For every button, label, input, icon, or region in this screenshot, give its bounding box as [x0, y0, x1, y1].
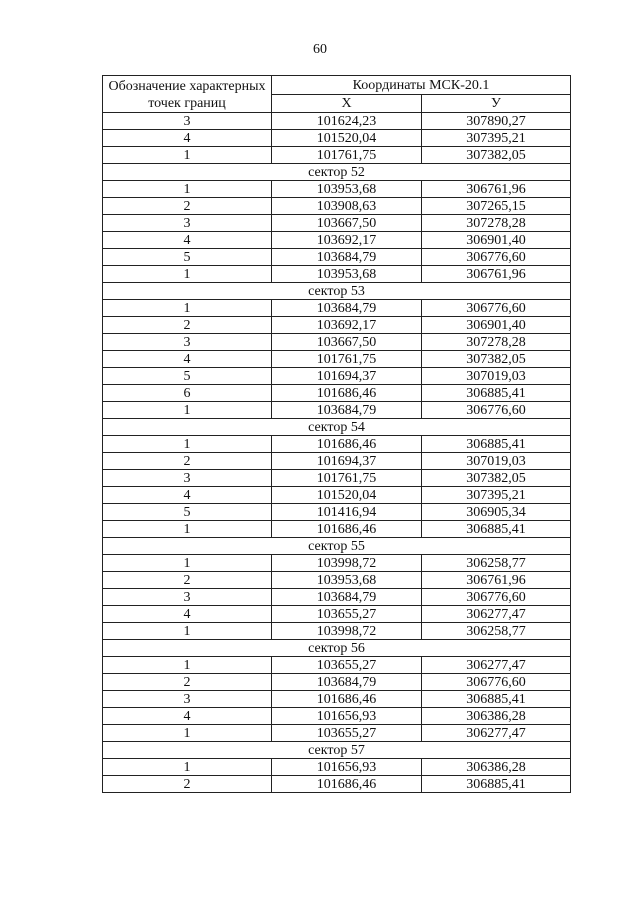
table-row	[103, 436, 571, 453]
sector-label: сектор 52	[103, 164, 571, 181]
x-coordinate-cell: 103953,68	[272, 181, 422, 198]
y-coordinate-cell: 306386,28	[422, 708, 571, 725]
y-coordinate-cell: 306901,40	[422, 232, 571, 249]
sector-label: сектор 55	[103, 538, 571, 555]
table-row	[103, 385, 571, 402]
x-coordinate-cell: 101416,94	[272, 504, 422, 521]
x-coordinate-cell: 101656,93	[272, 708, 422, 725]
table-row	[103, 470, 571, 487]
table-row	[103, 657, 571, 674]
point-cell: 1	[103, 725, 272, 742]
sector-row	[103, 538, 571, 555]
sector-label: сектор 53	[103, 283, 571, 300]
point-cell: 4	[103, 606, 272, 623]
point-cell: 1	[103, 147, 272, 164]
point-cell: 4	[103, 708, 272, 725]
point-cell: 1	[103, 759, 272, 776]
x-coordinate-cell: 101624,23	[272, 113, 422, 130]
table-row	[103, 572, 571, 589]
point-cell: 4	[103, 232, 272, 249]
table-row	[103, 215, 571, 232]
x-coordinate-cell: 101686,46	[272, 691, 422, 708]
point-cell: 4	[103, 487, 272, 504]
table-row	[103, 725, 571, 742]
sector-label: сектор 54	[103, 419, 571, 436]
table-row	[103, 708, 571, 725]
table-row	[103, 317, 571, 334]
table-row	[103, 181, 571, 198]
table-row	[103, 589, 571, 606]
point-cell: 6	[103, 385, 272, 402]
y-coordinate-cell: 307890,27	[422, 113, 571, 130]
sector-row	[103, 640, 571, 657]
table-row	[103, 759, 571, 776]
x-coordinate-cell: 101686,46	[272, 436, 422, 453]
x-coordinate-cell: 103684,79	[272, 249, 422, 266]
table-row	[103, 606, 571, 623]
y-coordinate-cell: 307265,15	[422, 198, 571, 215]
y-coordinate-cell: 306761,96	[422, 572, 571, 589]
y-coordinate-cell: 306776,60	[422, 249, 571, 266]
x-coordinate-cell: 101656,93	[272, 759, 422, 776]
point-cell: 1	[103, 657, 272, 674]
point-cell: 1	[103, 436, 272, 453]
x-coordinate-cell: 103692,17	[272, 317, 422, 334]
x-coordinate-cell: 101761,75	[272, 147, 422, 164]
y-coordinate-cell: 306885,41	[422, 521, 571, 538]
y-coordinate-cell: 306277,47	[422, 725, 571, 742]
table-row	[103, 402, 571, 419]
y-coordinate-cell: 307395,21	[422, 487, 571, 504]
y-coordinate-cell: 306258,77	[422, 555, 571, 572]
y-coordinate-cell: 307278,28	[422, 334, 571, 351]
x-coordinate-cell: 103998,72	[272, 555, 422, 572]
table-row	[103, 453, 571, 470]
point-cell: 2	[103, 572, 272, 589]
table-row	[103, 232, 571, 249]
y-coordinate-cell: 307382,05	[422, 351, 571, 368]
sector-row	[103, 283, 571, 300]
point-cell: 2	[103, 453, 272, 470]
x-coordinate-cell: 103684,79	[272, 300, 422, 317]
table-row	[103, 351, 571, 368]
y-coordinate-cell: 306901,40	[422, 317, 571, 334]
table-row	[103, 130, 571, 147]
table-row	[103, 266, 571, 283]
point-cell: 5	[103, 504, 272, 521]
table-row	[103, 674, 571, 691]
sector-row	[103, 419, 571, 436]
y-coordinate-cell: 306776,60	[422, 589, 571, 606]
table-row	[103, 504, 571, 521]
point-cell: 3	[103, 470, 272, 487]
y-coordinate-cell: 307395,21	[422, 130, 571, 147]
point-cell: 1	[103, 402, 272, 419]
point-cell: 3	[103, 113, 272, 130]
y-coordinate-cell: 307019,03	[422, 368, 571, 385]
point-cell: 2	[103, 198, 272, 215]
y-coordinate-cell: 306885,41	[422, 436, 571, 453]
point-cell: 3	[103, 334, 272, 351]
coordinates-header: Координаты МСК-20.1	[272, 76, 571, 95]
x-coordinate-cell: 101694,37	[272, 453, 422, 470]
y-coordinate-cell: 306905,34	[422, 504, 571, 521]
y-coordinate-cell: 306776,60	[422, 674, 571, 691]
x-coordinate-cell: 103655,27	[272, 606, 422, 623]
point-cell: 1	[103, 623, 272, 640]
point-cell: 1	[103, 555, 272, 572]
y-coordinate-cell: 307382,05	[422, 147, 571, 164]
x-coordinate-cell: 101761,75	[272, 351, 422, 368]
table-row	[103, 521, 571, 538]
y-coordinate-cell: 306258,77	[422, 623, 571, 640]
y-coordinate-cell: 306885,41	[422, 691, 571, 708]
point-cell: 3	[103, 589, 272, 606]
x-coordinate-cell: 103953,68	[272, 572, 422, 589]
x-coordinate-cell: 103908,63	[272, 198, 422, 215]
x-coordinate-cell: 103667,50	[272, 215, 422, 232]
x-coordinate-cell: 101520,04	[272, 487, 422, 504]
point-cell: 5	[103, 368, 272, 385]
point-cell: 1	[103, 300, 272, 317]
x-coordinate-cell: 101686,46	[272, 776, 422, 793]
page-number: 60	[313, 42, 327, 57]
table-row	[103, 113, 571, 130]
coordinates-table	[102, 75, 571, 793]
point-cell: 4	[103, 130, 272, 147]
table-row	[103, 147, 571, 164]
table-row	[103, 198, 571, 215]
y-coordinate-cell: 306761,96	[422, 266, 571, 283]
x-coordinate-cell: 103684,79	[272, 402, 422, 419]
x-coordinate-cell: 101686,46	[272, 385, 422, 402]
table-row	[103, 487, 571, 504]
y-coordinate-cell: 306885,41	[422, 385, 571, 402]
x-coordinate-cell: 103998,72	[272, 623, 422, 640]
point-cell: 2	[103, 776, 272, 793]
point-cell: 4	[103, 351, 272, 368]
x-coordinate-cell: 103684,79	[272, 674, 422, 691]
point-cell: 1	[103, 521, 272, 538]
table-row	[103, 776, 571, 793]
table-row	[103, 368, 571, 385]
x-coordinate-cell: 101520,04	[272, 130, 422, 147]
point-cell: 2	[103, 674, 272, 691]
y-coordinate-cell: 307019,03	[422, 453, 571, 470]
y-coordinate-cell: 306776,60	[422, 402, 571, 419]
y-coordinate-cell: 306386,28	[422, 759, 571, 776]
x-coordinate-cell: 103667,50	[272, 334, 422, 351]
point-cell: 2	[103, 317, 272, 334]
x-coordinate-cell: 101761,75	[272, 470, 422, 487]
x-coordinate-cell: 103655,27	[272, 657, 422, 674]
x-coordinate-cell: 103655,27	[272, 725, 422, 742]
y-coordinate-cell: 306761,96	[422, 181, 571, 198]
sector-label: сектор 56	[103, 640, 571, 657]
table-row	[103, 623, 571, 640]
x-coordinate-cell: 101694,37	[272, 368, 422, 385]
x-coordinate-cell: 103953,68	[272, 266, 422, 283]
x-coordinate-cell: 101686,46	[272, 521, 422, 538]
y-coordinate-cell: 307278,28	[422, 215, 571, 232]
point-cell: 5	[103, 249, 272, 266]
table-row	[103, 691, 571, 708]
y-coordinate-cell: 306277,47	[422, 606, 571, 623]
table-row	[103, 300, 571, 317]
y-coordinate-cell: 306885,41	[422, 776, 571, 793]
x-column-header: Х	[272, 95, 422, 113]
point-cell: 1	[103, 266, 272, 283]
table-row	[103, 555, 571, 572]
table-row	[103, 334, 571, 351]
table-row	[103, 249, 571, 266]
coordinates-table-body	[103, 113, 571, 793]
sector-row	[103, 164, 571, 181]
y-coordinate-cell: 306776,60	[422, 300, 571, 317]
point-cell: 3	[103, 215, 272, 232]
point-cell: 1	[103, 181, 272, 198]
x-coordinate-cell: 103692,17	[272, 232, 422, 249]
y-column-header: У	[422, 95, 571, 113]
point-designation-header: Обозначение характерных точек границ	[103, 76, 272, 113]
y-coordinate-cell: 306277,47	[422, 657, 571, 674]
y-coordinate-cell: 307382,05	[422, 470, 571, 487]
sector-row	[103, 742, 571, 759]
point-cell: 3	[103, 691, 272, 708]
sector-label: сектор 57	[103, 742, 571, 759]
x-coordinate-cell: 103684,79	[272, 589, 422, 606]
